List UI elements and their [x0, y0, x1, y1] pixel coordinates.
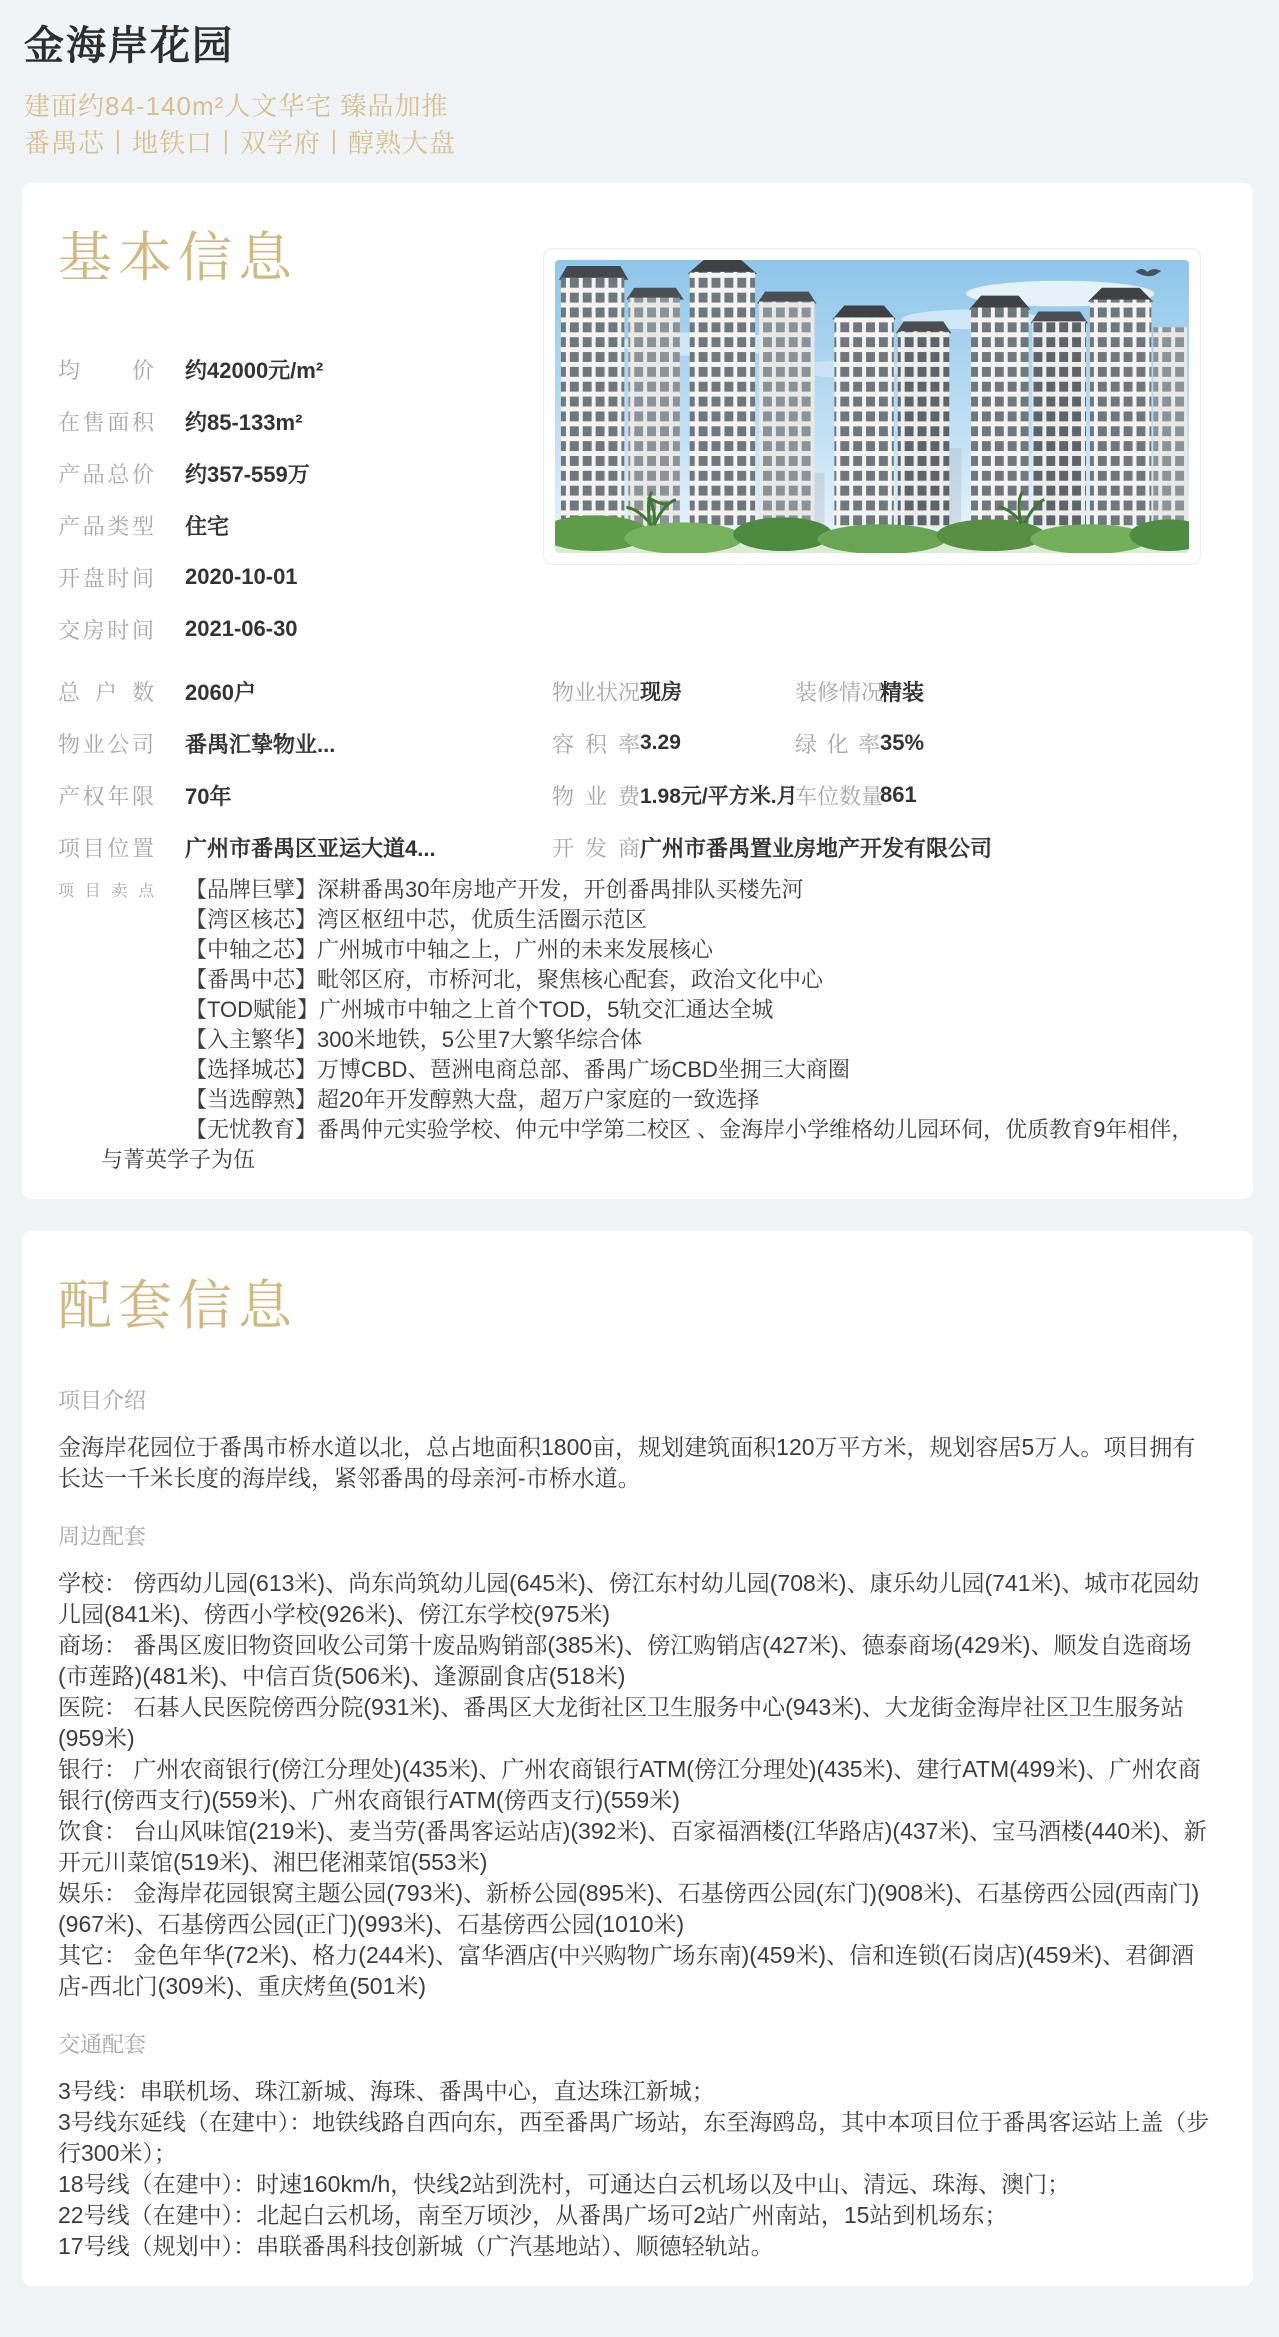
- selling-point: 【TOD赋能】广州城市中轴之上首个TOD，5轨交汇通达全城: [185, 997, 774, 1022]
- info-label: 产品类型: [58, 513, 154, 539]
- basic-info-card: [22, 183, 1253, 1199]
- info-value: 2060户: [185, 679, 256, 705]
- grid-row-households: [58, 665, 1213, 717]
- info-row-total-price: [58, 447, 543, 499]
- surroundings-malls: 商场： 番禺区废旧物资回收公司第十废品购销部(385米)、傍江购销店(427米)、德泰商场(429米)、顺发自选商场(市莲路)(481米)、中信百货(506米)、逢源副食店(518米): [58, 1632, 1192, 1689]
- info-value: 1.98元/平方米.月: [640, 785, 798, 808]
- transport-line-3: 3号线：串联机场、珠江新城、海珠、番禺中心，直达珠江新城；: [58, 2078, 715, 2104]
- selling-points: [58, 875, 1213, 1175]
- info-value: 广州市番禺置业房地产开发有限公司: [640, 835, 993, 861]
- surroundings-others: 其它： 金色年华(72米)、格力(244米)、富华酒店(中兴购物广场东南)(459米)、信和连锁(石岗店)(459米)、君御酒店-西北门(309米)、重庆烤鱼(501米): [58, 1942, 1195, 1999]
- info-value: 约357-559万: [185, 461, 310, 487]
- selling-point: 【品牌巨擘】深耕番禺30年房地产开发，开创番禺排队买楼先河: [185, 877, 804, 902]
- page-header: [22, 0, 1253, 162]
- basic-info-heading: 基本信息: [58, 228, 298, 288]
- info-value: 现房: [640, 681, 682, 704]
- transport-line-3-ext: 3号线东延线（在建中）：地铁线路自西向东，西至番禺广场站，东至海鸥岛，其中本项目位于番禺客运站上盖（步行300米）；: [58, 2109, 1210, 2166]
- info-value: 2020-10-01: [185, 564, 298, 589]
- info-label: 总户数: [58, 679, 154, 705]
- info-value: 约42000元/m²: [185, 357, 324, 383]
- info-label: 均价: [58, 357, 154, 383]
- info-row-delivery-date: [58, 603, 543, 655]
- selling-point: 【番禺中芯】毗邻区府，市桥河北，聚焦核心配套，政治文化中心: [185, 967, 824, 992]
- info-row-type: [58, 499, 543, 551]
- info-row-area: [58, 395, 543, 447]
- info-value: 70年: [185, 783, 232, 809]
- info-row-open-date: [58, 551, 543, 603]
- info-label: 装修情况: [795, 679, 884, 705]
- info-label: 开盘时间: [58, 565, 154, 591]
- selling-point: 【中轴之芯】广州城市中轴之上，广州的未来发展核心: [185, 937, 714, 962]
- grid-row-property-co: [58, 717, 1213, 769]
- info-label: 容积率: [552, 731, 640, 757]
- info-label: 物业状况: [552, 679, 641, 705]
- surroundings-dining: 饮食： 台山风味馆(219米)、麦当劳(番禺客运站店)(392米)、百家福酒楼(江华路店)(437米)、宝马酒楼(440米)、新开元川菜馆(519米)、湘巴佬湘菜馆(553米): [58, 1818, 1207, 1875]
- config-info-card: [22, 1231, 1253, 2286]
- selling-points-label: 项目卖点: [58, 883, 154, 900]
- info-label: 在售面积: [58, 409, 154, 435]
- selling-point: 【选择城芯】万博CBD、琶洲电商总部、番禺广场CBD坐拥三大商圈: [185, 1057, 850, 1082]
- grid-row-tenure: [58, 769, 1213, 821]
- info-value: 番禺汇挚物业...: [185, 731, 336, 757]
- info-label: 物业费: [552, 783, 640, 809]
- info-value: 2021-06-30: [185, 616, 298, 641]
- basic-info-grid: [58, 665, 1213, 873]
- info-label: 产品总价: [58, 461, 154, 487]
- info-label: 绿化率: [795, 731, 880, 757]
- middle-towers: [832, 306, 951, 528]
- info-value: 住宅: [185, 513, 230, 539]
- selling-point: 【湾区核芯】湾区枢纽中芯，优质生活圈示范区: [185, 907, 648, 932]
- info-label: 产权年限: [58, 783, 154, 809]
- transport-line-17: 17号线（规划中）：串联番禺科技创新城（广汽基地站）、顺德轻轨站。: [58, 2233, 774, 2259]
- header-tagline-1: 建面约84-140m²人文华宅 臻品加推: [24, 91, 449, 121]
- basic-info-list: [58, 343, 543, 655]
- selling-points-list: [101, 875, 1213, 1175]
- info-label: 交房时间: [58, 617, 154, 643]
- property-photo[interactable]: [543, 248, 1201, 565]
- surroundings-hospitals: 医院： 石碁人民医院傍西分院(931米)、番禺区大龙街社区卫生服务中心(943米)、大龙街金海岸社区卫生服务站(959米): [58, 1694, 1184, 1751]
- intro-label: 项目介绍: [58, 1388, 147, 1413]
- selling-point: 【无忧教育】番禺仲元实验学校、仲元中学第二校区 、金海岸小学维格幼儿园环伺，优质教育9年相伴，与菁英学子为伍: [101, 1117, 1194, 1172]
- transport-list: [58, 2076, 1213, 2262]
- selling-point: 【入主繁华】300米地铁，5公里7大繁华综合体: [185, 1027, 643, 1052]
- surroundings-recreation: 娱乐： 金海岸花园银窝主题公园(793米)、新桥公园(895米)、石基傍西公园(东门)(908米)、石基傍西公园(西南门)(967米)、石基傍西公园(正门)(993米)、石基傍西公园(1010米): [58, 1880, 1200, 1937]
- transport-line-22: 22号线（在建中）：北起白云机场，南至万顷沙，从番禺广场可2站广州南站，15站到机场东；: [58, 2202, 1008, 2228]
- surroundings-list: [58, 1568, 1213, 2002]
- header-tagline-2: 番禺芯丨地铁口丨双学府丨醇熟大盘: [24, 128, 457, 158]
- info-value: 精装: [880, 679, 925, 705]
- info-value: 3.29: [640, 731, 681, 754]
- intro-text: 金海岸花园位于番禺市桥水道以北，总占地面积1800亩，规划建筑面积120万平方米，规划容居5万人。项目拥有长达一千米长度的海岸线，紧邻番禺的母亲河-市桥水道。: [58, 1434, 1196, 1491]
- surroundings-label: 周边配套: [58, 1524, 147, 1549]
- page-title: 金海岸花园: [24, 24, 234, 68]
- info-row-avg-price: [58, 343, 543, 395]
- surroundings-schools: 学校： 傍西幼儿园(613米)、尚东尚筑幼儿园(645米)、傍江东村幼儿园(708米)、康乐幼儿园(741米)、城市花园幼儿园(841米)、傍西小学校(926米)、傍江东学校(975米): [58, 1570, 1200, 1627]
- surroundings-banks: 银行： 广州农商银行(傍江分理处)(435米)、广州农商银行ATM(傍江分理处)(435米)、建行ATM(499米)、广州农商银行(傍西支行)(559米)、广州农商银行ATM(傍西支行)(559米): [58, 1756, 1201, 1813]
- grid-row-location-developer: [58, 821, 1213, 873]
- info-label: 物业公司: [58, 731, 154, 757]
- transport-line-18: 18号线（在建中）：时速160km/h，快线2站到洗村，可通达白云机场以及中山、清远、珠海、澳门；: [58, 2171, 1071, 2197]
- info-value: 约85-133m²: [185, 409, 303, 435]
- building-illustration: [555, 260, 1189, 553]
- info-label: 项目位置: [58, 835, 154, 861]
- transport-label: 交通配套: [58, 2032, 147, 2057]
- info-label: 车位数量: [795, 783, 884, 809]
- config-info-heading: 配套信息: [58, 1276, 298, 1336]
- info-value: 35%: [880, 730, 925, 755]
- selling-point: 【当选醇熟】超20年开发醇熟大盘，超万户家庭的一致选择: [185, 1087, 760, 1112]
- info-label: 开发商: [552, 835, 640, 861]
- info-value: 861: [880, 782, 917, 807]
- info-value: 广州市番禺区亚运大道4...: [185, 835, 436, 861]
